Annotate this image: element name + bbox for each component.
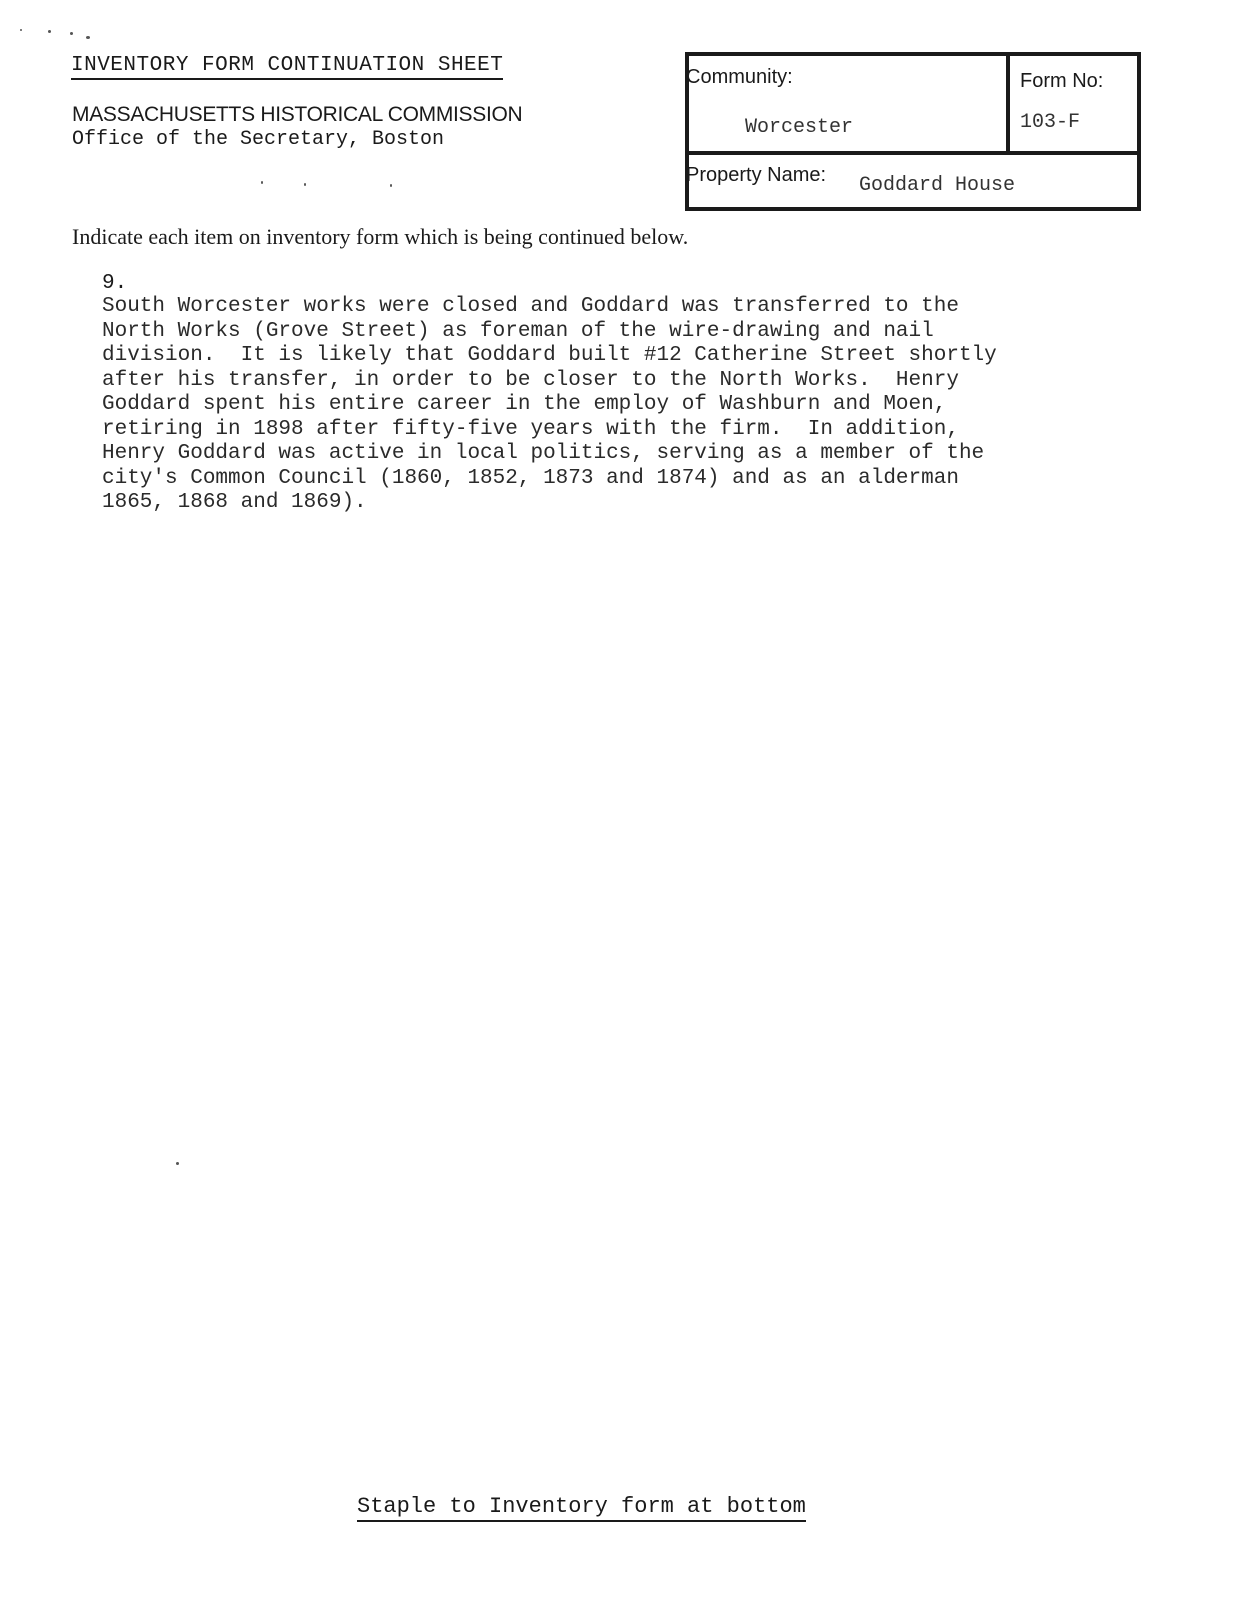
scan-speck [304, 183, 306, 186]
scan-speck [70, 32, 73, 35]
text-line: after his transfer, in order to be closer to the North Works. Henry [102, 368, 959, 392]
text-line: city's Common Council (1860, 1852, 1873 and 1874) and as an alderman [102, 466, 959, 490]
agency-block [72, 102, 522, 152]
scan-speck [176, 1162, 179, 1165]
id-box-divider [1006, 56, 1010, 155]
scan-speck [261, 181, 263, 184]
form-no-value: 103-F [1020, 111, 1081, 134]
text-line: 1865, 1868 and 1869). [102, 491, 367, 514]
property-name-label: Property Name: [686, 164, 827, 186]
form-no-label: Form No: [1020, 70, 1104, 92]
scan-speck [86, 36, 90, 39]
instruction-text: Indicate each item on inventory form which is being continued below. [72, 224, 689, 249]
scan-speck [390, 184, 392, 187]
text-line: South Worcester works were closed and Goddard was transferred to the [102, 295, 959, 318]
text-line: division. It is likely that Goddard built #12 Catherine Street shortly [102, 344, 997, 367]
agency-office: Office of the Secretary, Boston [72, 128, 445, 151]
agency-name: MASSACHUSETTS HISTORICAL COMMISSION [72, 103, 523, 126]
community-value: Worcester [745, 116, 854, 139]
text-line: Goddard spent his entire career in the employ of Washburn and Moen, [102, 393, 947, 416]
staple-note: Staple to Inventory form at bottom [357, 1494, 806, 1522]
community-label: Community: [686, 66, 793, 88]
item-number: 9. [102, 272, 128, 295]
form-id-box [685, 52, 1141, 211]
text-line: retiring in 1898 after fifty-five years with the firm. In addition, [102, 417, 959, 441]
continuation-text [102, 295, 1162, 516]
sheet-title: INVENTORY FORM CONTINUATION SHEET [71, 54, 503, 80]
property-name-value: Goddard House [859, 174, 1016, 197]
scan-speck [48, 30, 51, 33]
scan-speck [20, 29, 22, 31]
text-line: North Works (Grove Street) as foreman of the wire-drawing and nail [102, 319, 934, 343]
text-line: Henry Goddard was active in local politics, serving as a member of the [102, 442, 985, 465]
